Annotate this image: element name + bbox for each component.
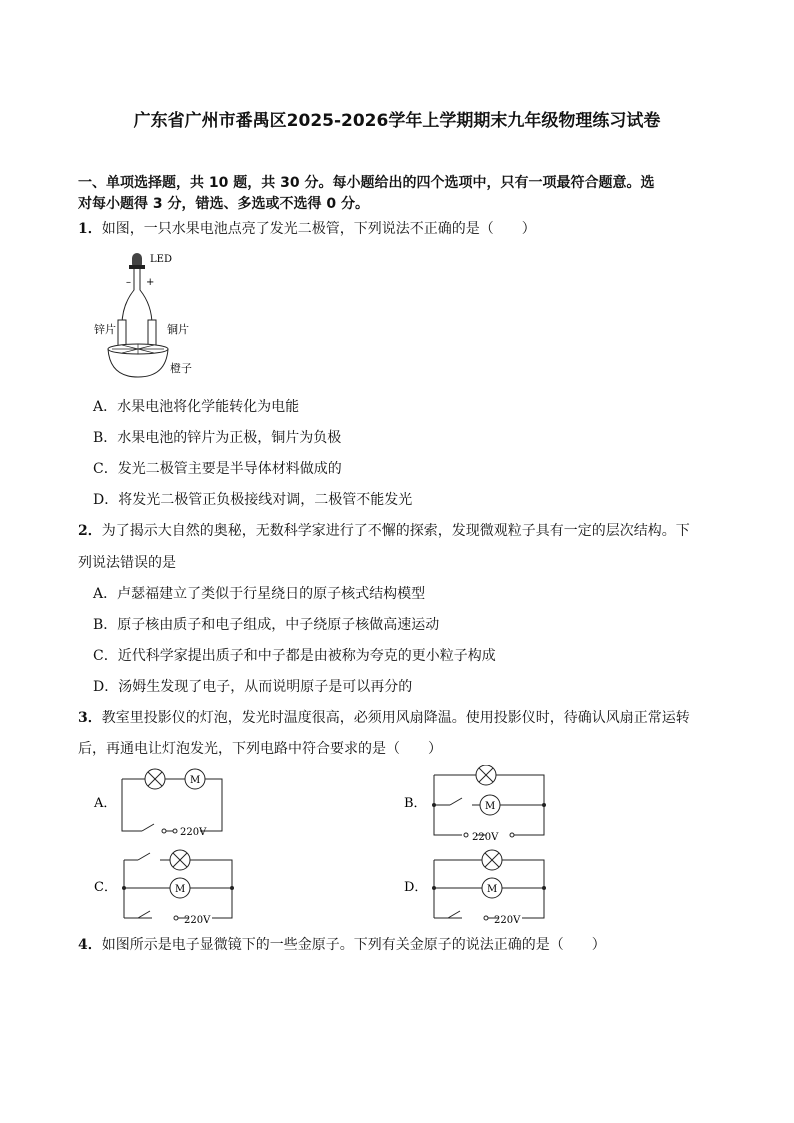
question-3-number: 3． — [78, 710, 102, 726]
question-3-line1: 3．教室里投影仪的灯泡，发光时温度很高，必须用风扇降温。使用投影仪时，待确认风扇正常运转 — [78, 710, 690, 726]
question-4 — [78, 934, 606, 954]
question-3-line2: 后，再通电让灯泡发光，下列电路中符合要求的是（ ） — [78, 741, 442, 757]
question-2-line1: 2．为了揭示大自然的奥秘，无数科学家进行了不懈的探索，发现微观粒子具有一定的层次结构。下 — [78, 523, 690, 539]
copper-label: 铜片 — [167, 323, 189, 336]
question-2-option-a: A．卢瑟福建立了类似于行星绕日的原子核式结构模型 — [93, 586, 426, 602]
question-1-option-b: B．水果电池的锌片为正极，铜片为负极 — [93, 430, 342, 446]
zinc-plate — [118, 320, 126, 348]
motor-label: M — [190, 775, 201, 786]
minus-label: – — [126, 277, 131, 288]
circuit-d — [400, 846, 560, 928]
question-1-text: 如图，一只水果电池点亮了发光二极管，下列说法不正确的是（ ） — [101, 221, 536, 237]
circuit-c-label: C． — [94, 880, 117, 895]
section-heading-line2: 对每小题得 3 分，错选、多选或不选得 0 分。 — [78, 196, 369, 212]
zinc-label: 锌片 — [94, 323, 116, 336]
question-2-option-c: C．近代科学家提出质子和中子都是由被称为夸克的更小粒子构成 — [93, 648, 496, 664]
circuit-c — [90, 846, 250, 928]
motor-label: M — [485, 801, 496, 812]
question-1-number: 1． — [78, 221, 102, 237]
voltage-label: 220V — [184, 915, 211, 926]
fruit-battery-figure — [92, 245, 212, 380]
voltage-label: 220V — [180, 827, 207, 838]
question-1 — [78, 218, 536, 238]
voltage-label: 220V — [494, 915, 521, 926]
question-4-number: 4． — [78, 937, 102, 953]
voltage-label: 220V — [472, 832, 499, 843]
circuit-a-label: A． — [94, 796, 117, 811]
led-label: LED — [150, 254, 172, 265]
question-1-option-d: D．将发光二极管正负极接线对调，二极管不能发光 — [93, 492, 413, 508]
switch-icon — [138, 853, 150, 860]
question-2-option-b: B．原子核由质子和电子组成，中子绕原子核做高速运动 — [93, 617, 440, 633]
switch-icon — [448, 911, 460, 918]
switch-icon — [138, 911, 150, 918]
switch-icon — [142, 824, 154, 831]
orange-label: 橙子 — [170, 362, 192, 375]
motor-label: M — [175, 884, 186, 895]
plus-label: + — [146, 277, 155, 288]
circuit-b-label: B． — [404, 796, 427, 811]
motor-label: M — [487, 884, 498, 895]
question-1-option-a: A．水果电池将化学能转化为电能 — [93, 399, 300, 415]
circuit-b — [400, 765, 560, 847]
circuit-a — [90, 765, 240, 840]
copper-plate — [148, 320, 156, 348]
question-2-option-d: D．汤姆生发现了电子，从而说明原子是可以再分的 — [93, 679, 413, 695]
section-heading-line1: 一、单项选择题，共 10 题，共 30 分。每小题给出的四个选项中，只有一项最符合题意。选 — [78, 175, 655, 191]
question-2-line2: 列说法错误的是 — [78, 555, 176, 571]
circuit-d-label: D． — [404, 880, 428, 895]
switch-icon — [450, 798, 462, 805]
question-4-text: 如图所示是电子显微镜下的一些金原子。下列有关金原子的说法正确的是（ ） — [101, 937, 606, 953]
page-title: 广东省广州市番禺区2025-2026学年上学期期末九年级物理练习试卷 — [133, 111, 661, 131]
question-2-number: 2． — [78, 523, 102, 539]
question-1-option-c: C．发光二极管主要是半导体材料做成的 — [93, 461, 342, 477]
